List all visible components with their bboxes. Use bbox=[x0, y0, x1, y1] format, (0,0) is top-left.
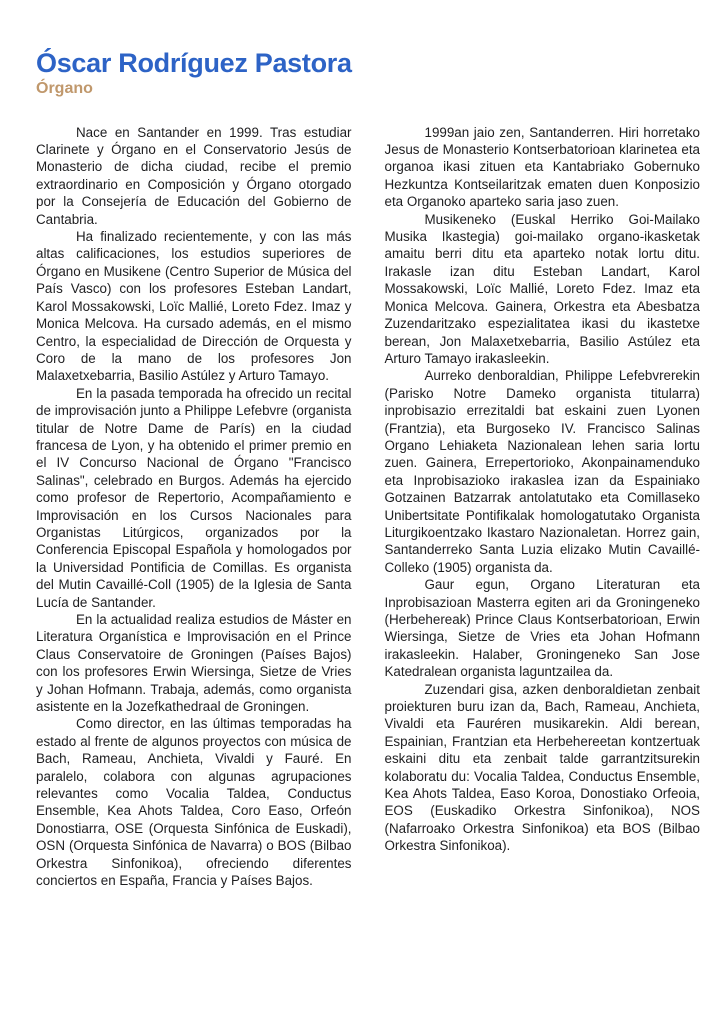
paragraph: En la actualidad realiza estudios de Máster en Literatura Organística e Improvisación en el Prince Claus Conservatoire de Groningen (Países Bajos) con los profesores Erwin Wiersinga, Sietze de Vries y Johan Hofmann. Trabaja, además, como organista asistente en la Jozefkathedraal de Groningen. bbox=[36, 612, 352, 715]
two-column-body bbox=[36, 124, 700, 890]
paragraph: Como director, en las últimas temporadas ha estado al frente de algunos proyectos con música de Bach, Rameau, Anchieta, Vivaldi y Fauré. En paralelo, colabora con algunas agrupaciones relevantes como Vocalia Taldea, Conductus Ensemble, Kea Ahots Taldea, Coro Easo, Orfeón Donostiarra, OSE (Orquesta Sinfónica de Euskadi), OSN (Orquesta Sinfónica de Navarra) o BOS (Bilbao Orkestra Sinfonikoa), ofreciendo diferentes conciertos en España, Francia y Países Bajos. bbox=[36, 716, 352, 889]
paragraph: Gaur egun, Organo Literaturan eta Inprobisazioan Masterra egiten ari da Groningeneko (Herbehereak) Prince Claus Kontserbatorioan, Erwin Wiersinga, Sietze de Vries eta Johan Hofmann irakasleekin. Halaber, Groningeneko San Jose Katedralean organista laguntzailea da. bbox=[384, 577, 700, 680]
document-header bbox=[36, 48, 700, 98]
paragraph: 1999an jaio zen, Santanderren. Hiri horretako Jesus de Monasterio Kontserbatorioan klarinetea eta organoa ikasi zituen eta Kantabriako Gobernuko Hezkuntza Kontseilaritzak ematen duen Konposizio eta Organoko aparteko saria jaso zuen. bbox=[384, 124, 700, 210]
page-title: Óscar Rodríguez Pastora bbox=[36, 48, 352, 78]
paragraph: Aurreko denboraldian, Philippe Lefebvrerekin (Parisko Notre Dameko organista titularra) inprobisazio errezitaldi bat eskaini zuen Lyonen (Frantzia), eta Burgoseko IV. Francisco Salinas Organo Lehiaketa Nazionalean lehen saria lortu zuen. Gainera, Errepertorioko, Akonpainamenduko eta Inprobisazioko irakaslea izan da Espainiako Gotzainen Batzarrak antolatutako eta Comillaseko Unibertsitate Pontifikalak homologatutako Organista Liturgikoentzako Ikastaro Nazionaletan. Horrez gain, Santanderreko Santa Luzia elizako Mutin Cavaillé-Colleko (1905) organista da. bbox=[384, 368, 700, 575]
page-subtitle: Órgano bbox=[36, 80, 93, 98]
paragraph: Musikeneko (Euskal Herriko Goi-Mailako Musika Ikastegia) goi-mailako organo-ikasketak amaitu berri ditu eta aparteko notak lortu ditu. Irakasle izan ditu Esteban Landart, Karol Mossakowski, Loïc Mallié, Loreto Fdez. Imaz eta Monica Melcova. Gainera, Orkestra eta Abesbatza Zuzendaritzako espezialitatea ikasi du ikastetxe berean, Jon Malaxetxebarria, Basilio Astúlez eta Arturo Tamayo irakasleekin. bbox=[384, 211, 700, 366]
paragraph: Zuzendari gisa, azken denboraldietan zenbait proiekturen buru izan da, Bach, Rameau, Anchieta, Vivaldi eta Fauréren musikarekin. Aldi berean, Espainian, Frantzian eta Herbehereetan kontzertuak eskaini ditu eta zenbait talde garrantzitsurekin kolaboratu du: Vocalia Taldea, Conductus Ensemble, Kea Ahots Taldea, Easo Koroa, Donostiako Orfeoia, EOS (Euskadiko Orkestra Sinfonikoa), NOS (Nafarroako Orkestra Sinfonikoa) eta BOS (Bilbao Orkestra Sinfonikoa). bbox=[384, 681, 700, 854]
column-spanish bbox=[36, 124, 352, 890]
paragraph: En la pasada temporada ha ofrecido un recital de improvisación junto a Philippe Lefebvre (organista titular de Notre Dame de París) en la ciudad francesa de Lyon, y ha obtenido el primer premio en el IV Concurso Nacional de Órgano "Francisco Salinas", celebrado en Burgos. Además ha ejercido como profesor de Repertorio, Acompañamiento e Improvisación en los Cursos Nacionales para Organistas Litúrgicos, organizados por la Conferencia Episcopal Española y homologados por la Universidad Pontificia de Comillas. Es organista del Mutin Cavaillé-Coll (1905) de la Iglesia de Santa Lucía de Santander. bbox=[36, 385, 352, 610]
paragraph: Ha finalizado recientemente, y con las más altas calificaciones, los estudios superiores de Órgano en Musikene (Centro Superior de Música del País Vasco) con los profesores Esteban Landart, Karol Mossakowski, Loïc Mallié, Loreto Fdez. Imaz y Monica Melcova. Ha cursado además, en el mismo Centro, la especialidad de Dirección de Orquesta y Coro de la mano de los profesores Jon Malaxetxebarria, Basilio Astúlez y Arturo Tamayo. bbox=[36, 229, 352, 384]
paragraph: Nace en Santander en 1999. Tras estudiar Clarinete y Órgano en el Conservatorio Jesús de Monasterio de dicha ciudad, recibe el premio extraordinario en Composición y Órgano otorgado por la Consejería de Educación del Gobierno de Cantabria. bbox=[36, 124, 352, 227]
column-basque bbox=[385, 124, 701, 890]
